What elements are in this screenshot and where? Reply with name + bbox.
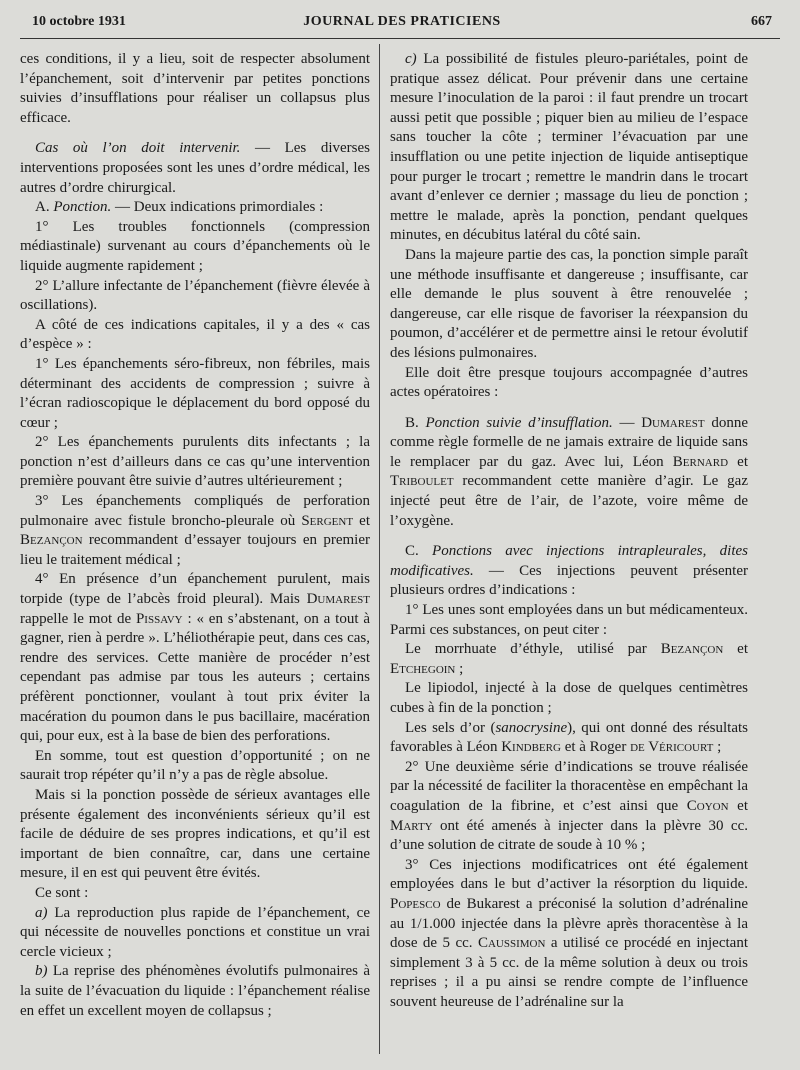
right-column	[390, 50, 748, 1013]
paragraph: c) La possibilité de fistules pleuro-pariétales, point de pratique assez délicat. Pour prévenir dans une certaine mesure l’inoculation de la paroi : il faut prendre un trocart aussi petit que possible ; piquer bien au milieu de l’espace sans toucher la côte ; terminer l’évacuation par une insufflation ou une petite injection de liquide antiseptique pour purger le trocart ; remettre le mandrin dans le trocart avant d’enlever ce dernier ; massage du lieu de ponction ; mettre le malade, après la ponction, pendant quelques minutes, en décubitus latéral du côté sain.	[390, 51, 748, 244]
author-name: Etchegoin	[390, 660, 456, 677]
paragraph: 3° Les épanchements compliqués de perforation pulmonaire avec fistule broncho-pleurale où Sergent et Bezançon recommandent d’essayer toujours en premier lieu le traitement médical ;	[20, 493, 371, 568]
paragraph: Dans la majeure partie des cas, la ponction simple paraît une méthode insuffisante et dangereuse ; insuffisante, car elle demande le plus souvent à être renouvelée ; dangereuse, car elle risque de favoriser la réexpansion du poumon, d’accélérer et de permettre ainsi le retour évolutif des lésions pulmonaires.	[390, 246, 748, 361]
paragraph: A. Ponction. — Deux indications primordiales :	[35, 199, 324, 216]
author-name: Bezançon	[20, 532, 83, 549]
paragraph: Les sels d’or (sanocrysine), qui ont donné des résultats favorables à Léon Kindberg et à Roger de Véricourt ;	[390, 719, 748, 756]
paragraph: B. Ponction suivie d’insufflation. — Dumarest donne comme règle formelle de ne jamais extraire de liquide sans le remplacer par du gaz. Avec lui, Léon Bernard et Triboulet recommandent cette manière d’agir. Le gaz injecté peut être de l’air, de l’azote, voire même de l’oxygène.	[390, 414, 749, 529]
author-name: Kindberg	[501, 739, 561, 756]
header-rule	[20, 38, 780, 39]
section-heading: Cas où l’on doit intervenir.	[35, 140, 241, 157]
paragraph: Cas où l’on doit intervenir. — Les diverses interventions proposées sont les unes d’ordre médical, les autres d’ordre chirurgical.	[20, 140, 371, 196]
paragraph: a) La reproduction plus rapide de l’épanchement, ce qui nécessite de nouvelles ponctions et constitue un vrai cercle vicieux ;	[20, 904, 370, 960]
paragraph: En somme, tout est question d’opportunité ; on ne saurait trop répéter qu’il n’y a pas de règle absolue.	[20, 747, 370, 784]
journal-title: JOURNAL DES PRATICIENS	[303, 14, 501, 29]
author-name: Pissavy	[135, 610, 183, 627]
author-name: Marty	[390, 817, 433, 834]
paragraph: A côté de ces indications capitales, il y a des « cas d’espèce » :	[20, 316, 370, 353]
author-name: de Véricourt	[630, 739, 714, 756]
paragraph: Elle doit être presque toujours accompagnée d’autres actes opératoires :	[390, 364, 748, 401]
paragraph: 2° Les épanchements purulents dits infectants ; la ponction n’est d’ailleurs dans ce cas qu’une intervention première pouvant être suivie d’autres ultérieurement ;	[20, 434, 370, 490]
paragraph: 2° Une deuxième série d’indications se trouve réalisée par la nécessité de faciliter la thoracentèse en empêchant la coagulation de la fibrine, et c’est ainsi que Coyon et Marty ont été amenés à injecter dans la plèvre 30 cc. d’une solution de citrate de soude à 10 % ;	[390, 758, 748, 854]
paragraph: 1° Les épanchements séro-fibreux, non fébriles, mais déterminant des accidents de compression ; suivre à l’écran radioscopique le déplacement du bord opposé du cœur ;	[20, 355, 370, 431]
author-name: Dumarest	[641, 414, 705, 431]
author-name: Triboulet	[390, 473, 454, 490]
running-header	[32, 14, 772, 36]
author-name: Bernard	[672, 453, 729, 470]
paragraph: Mais si la ponction possède de sérieux avantages elle présente également des inconvénients sérieux qu’il est facile de déduire de ses propres indications, et qu’il est important de bien connaître, car, dans une certaine mesure, il en est qui peuvent être évités.	[20, 786, 370, 882]
section-heading: Ponction suivie d’insufflation.	[425, 414, 613, 431]
header-date: 10 octobre 1931	[32, 14, 126, 29]
paragraph: 1° Les troubles fonctionnels (compression médiastinale) survenant au cours d’épanchements où le liquide augmente rapidement ;	[20, 218, 370, 274]
paragraph: 1° Les unes sont employées dans un but médicamenteux. Parmi ces substances, on peut citer :	[390, 602, 748, 638]
paragraph: ces conditions, il y a lieu, soit de respecter absolument l’épanchement, soit d’intervenir par petites ponctions suivies d’insufflations pour réaliser un collapsus plus efficace.	[20, 51, 370, 126]
author-name: Popesco	[390, 895, 441, 912]
paragraph: Ce sont :	[35, 884, 89, 901]
page-number: 667	[751, 14, 772, 29]
column-rule	[379, 44, 380, 1054]
paragraph: 3° Ces injections modificatrices ont été également employées dans le but d’activer la résorption du liquide. Popesco de Bukarest a préconisé la solution d’adrénaline au 1/1.000 injectée dans la plèvre après thoracentèse à la dose de 5 cc. Caussimon a utilisé ce procédé en injectant simplement 3 à 5 cc. de la même solution à deux ou trois reprises ; il a pu ainsi se rendre compte de l’influence souvent heureuse de l’adrénaline sur la	[390, 856, 748, 1010]
paragraph: C. Ponctions avec injections intrapleurales, dites modificatives. — Ces injections peuvent présenter plusieurs ordres d’indications :	[390, 543, 748, 599]
paragraph: 4° En présence d’un épanchement purulent, mais torpide (type de l’abcès froid pleural). Mais Dumarest rappelle le mot de Pissavy : « en s’abstenant, on a tout à gagner, rien à perdre ». L’héliothérapie peut, dans ces cas, rendre des services. Cette manière de procéder n’est cependant pas admise par tous les auteurs ; certains préfèrent ponctionner, voulant à tout prix éviter la macération du poumon dans le pus bacillaire, macération qui, pour eux, est à la base de bien des perforations.	[20, 571, 370, 745]
left-column	[20, 50, 370, 1021]
paragraph: b) La reprise des phénomènes évolutifs pulmonaires à la suite de l’évacuation du liquide : l’épanchement réalise en effet un excellent moyen de collapsus ;	[20, 963, 370, 1019]
section-heading: Ponction.	[53, 199, 112, 216]
author-name: Dumarest	[306, 591, 370, 608]
author-name: Sergent	[301, 512, 354, 529]
paragraph: Le lipiodol, injecté à la dose de quelques centimètres cubes à fin de la ponction ;	[390, 680, 748, 716]
author-name: Caussimon	[477, 935, 546, 952]
paragraph: Le morrhuate d’éthyle, utilisé par Bezançon et Etchegoin ;	[390, 641, 748, 677]
section-heading: Ponctions avec injections intrapleurales, dites modificatives.	[390, 543, 748, 579]
author-name: Coyon	[686, 797, 729, 814]
paragraph: 2° L’allure infectante de l’épanchement (fièvre élevée à oscillations).	[20, 277, 370, 314]
author-name: Bezançon	[660, 641, 724, 658]
